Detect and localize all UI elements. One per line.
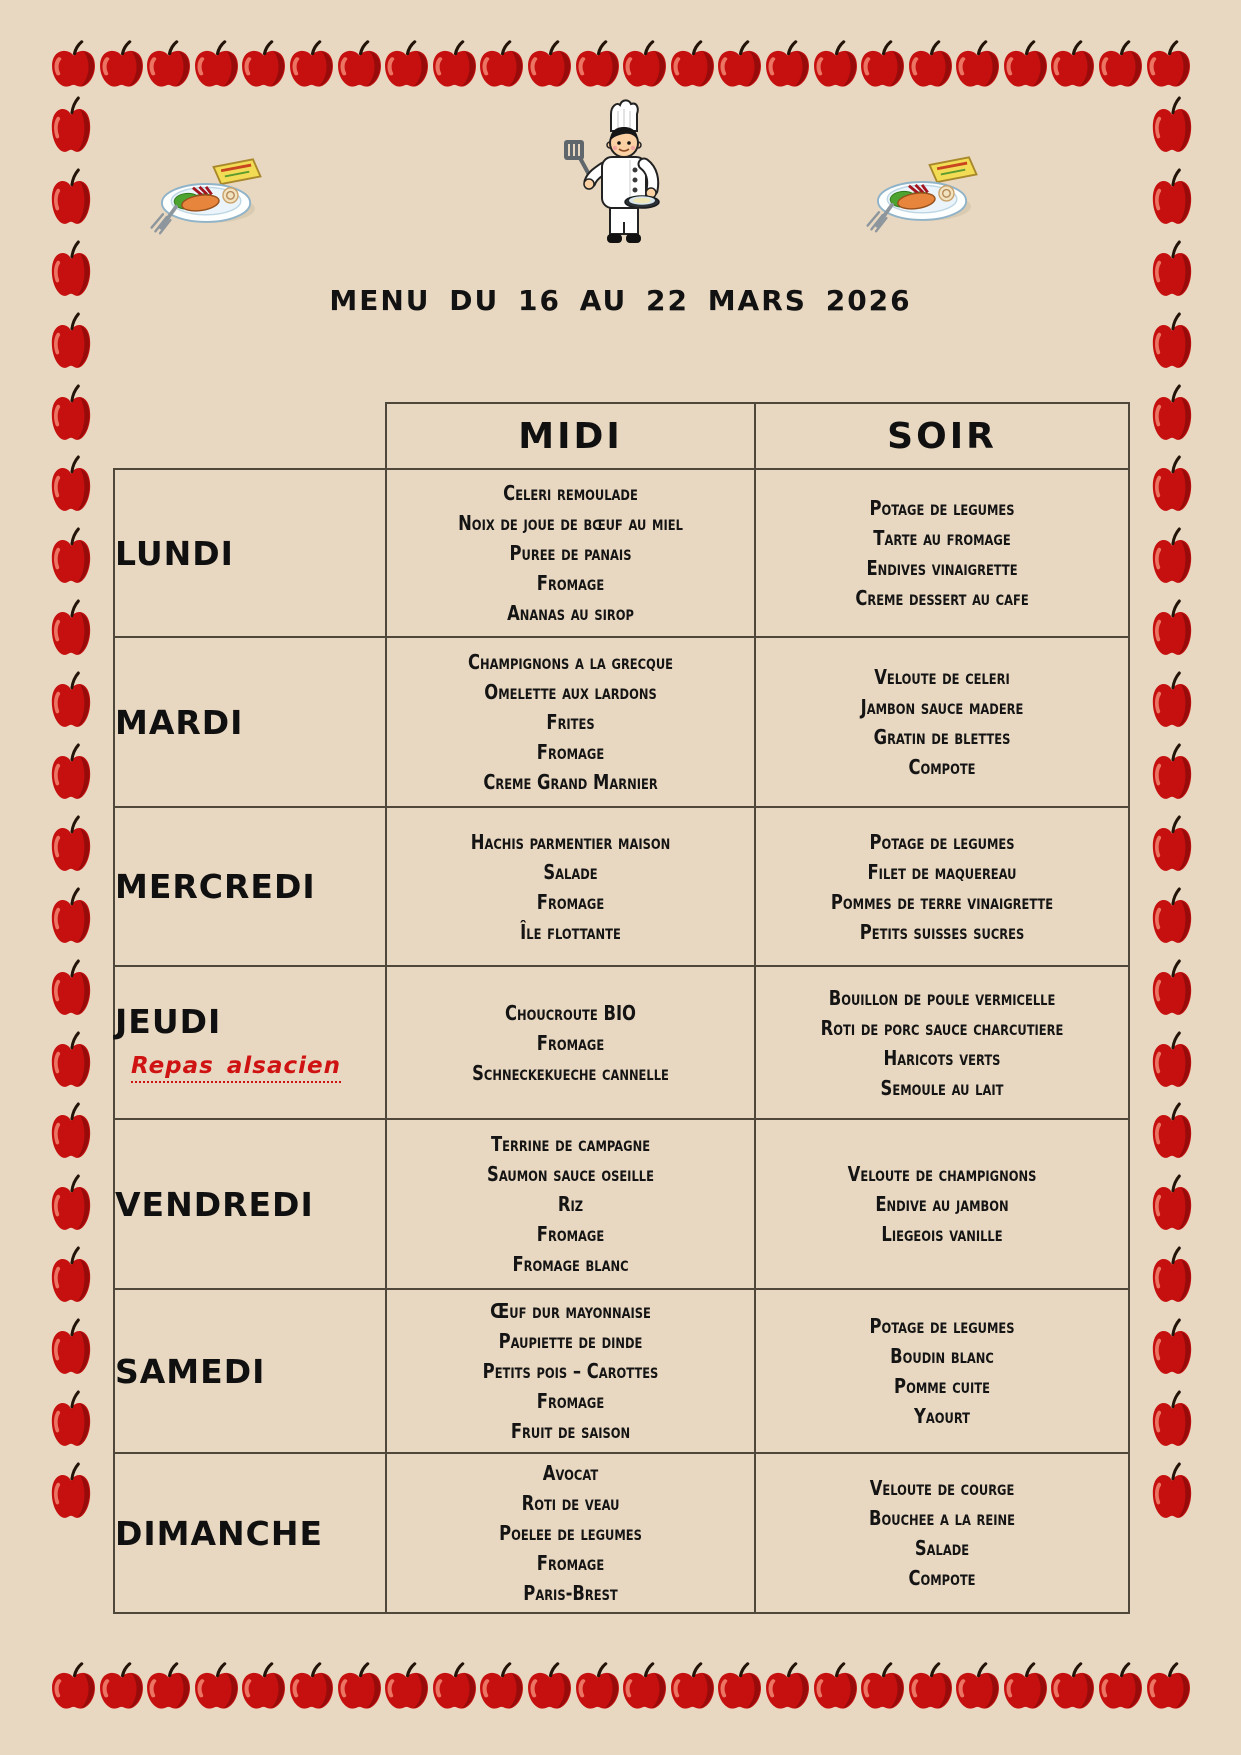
- apple-icon: [621, 40, 668, 90]
- apple-icon: [478, 1662, 525, 1712]
- lundi-soir-cell: [755, 469, 1129, 637]
- dish: Potage de legumes: [869, 829, 1015, 854]
- apple-icon: [193, 1662, 240, 1712]
- day-cell-mardi: [114, 637, 386, 807]
- dish: Bouchee a la reine: [869, 1506, 1015, 1530]
- apple-icon: [50, 1246, 92, 1306]
- apple-icon: [1151, 1102, 1193, 1162]
- dish: Filet de maquereau: [867, 859, 1017, 884]
- dish: Potage de legumes: [869, 496, 1015, 520]
- apple-icon: [1151, 671, 1193, 731]
- apple-icon: [50, 743, 92, 803]
- apple-icon: [50, 455, 92, 515]
- apple-icon: [383, 1662, 430, 1712]
- apple-icon: [50, 240, 92, 300]
- apple-icon: [907, 40, 954, 90]
- apple-icon: [50, 815, 92, 875]
- page-title: MENU DU 16 AU 22 MARS 2026: [329, 284, 912, 317]
- table-row-lundi: [114, 469, 1129, 637]
- dish: Petits suisses sucres: [859, 919, 1025, 944]
- day-note: Repas alsacien: [131, 1053, 341, 1083]
- dish: Gratin de blettes: [873, 725, 1011, 749]
- dish: Compote: [908, 1566, 976, 1590]
- apple-icon: [1145, 40, 1192, 90]
- table-row-mercredi: [114, 807, 1129, 966]
- day-name: SAMEDI: [115, 1351, 266, 1391]
- dish: Bouillon de poule vermicelle: [828, 985, 1056, 1010]
- apple-icon: [98, 40, 145, 90]
- dish: Creme Grand Marnier: [483, 770, 658, 794]
- dish: Veloute de celeri: [874, 665, 1010, 689]
- day-name: DIMANCHE: [115, 1513, 324, 1553]
- apple-icon: [1151, 312, 1193, 372]
- samedi-soir-cell: [755, 1289, 1129, 1453]
- table-row-dimanche: [114, 1453, 1129, 1613]
- mardi-soir-cell: [755, 637, 1129, 807]
- dish: Tarte au fromage: [873, 526, 1011, 550]
- apple-icon: [50, 1390, 92, 1450]
- dish: Veloute de champignons: [847, 1162, 1037, 1186]
- mardi-midi-cell: [386, 637, 755, 807]
- apple-icon: [478, 40, 525, 90]
- apple-icon: [240, 1662, 287, 1712]
- dish: Schneckekueche cannelle: [472, 1060, 669, 1085]
- apple-border-bottom: [50, 1662, 1192, 1714]
- apple-border-right: [1151, 96, 1193, 1522]
- table-header-row: [114, 403, 1129, 469]
- mercredi-soir-cell: [755, 807, 1129, 966]
- apple-icon: [764, 40, 811, 90]
- apple-icon: [526, 40, 573, 90]
- dish: Omelette aux lardons: [484, 680, 657, 704]
- dish: Paupiette de dinde: [498, 1329, 643, 1353]
- dish: Hachis parmentier maison: [470, 829, 671, 854]
- apple-icon: [1049, 1662, 1096, 1712]
- apple-icon: [859, 40, 906, 90]
- dimanche-soir-cell: [755, 1453, 1129, 1613]
- apple-icon: [50, 384, 92, 444]
- dish: Roti de veau: [521, 1491, 620, 1515]
- apple-icon: [1151, 455, 1193, 515]
- apple-icon: [1151, 527, 1193, 587]
- dish: Pommes de terre vinaigrette: [830, 889, 1054, 914]
- day-cell-dimanche: [114, 1453, 386, 1613]
- apple-icon: [383, 40, 430, 90]
- apple-icon: [98, 1662, 145, 1712]
- dish: Endives vinaigrette: [866, 556, 1018, 580]
- column-header-midi: MIDI: [386, 403, 755, 469]
- day-name: VENDREDI: [115, 1184, 314, 1224]
- apple-icon: [1151, 1462, 1193, 1522]
- apple-icon: [431, 1662, 478, 1712]
- apple-icon: [621, 1662, 668, 1712]
- apple-icon: [145, 1662, 192, 1712]
- lundi-midi-cell: [386, 469, 755, 637]
- dish: Salade: [914, 1536, 970, 1560]
- mercredi-midi-cell: [386, 807, 755, 966]
- dish: Salade: [543, 859, 598, 884]
- plate-icon: [146, 148, 268, 238]
- apple-icon: [50, 671, 92, 731]
- day-name: LUNDI: [115, 533, 234, 573]
- apple-icon: [1002, 40, 1049, 90]
- apple-icon: [50, 1174, 92, 1234]
- dish: Potage de legumes: [869, 1314, 1015, 1338]
- apple-icon: [50, 96, 92, 156]
- dish: Fromage: [536, 740, 605, 764]
- table-row-vendredi: [114, 1119, 1129, 1289]
- dish: Roti de porc sauce charcutiere: [820, 1015, 1064, 1040]
- apple-border-top: [50, 40, 1192, 92]
- dish: Compote: [908, 755, 976, 779]
- apple-icon: [1002, 1662, 1049, 1712]
- day-name: MERCREDI: [115, 867, 316, 906]
- apple-icon: [240, 40, 287, 90]
- table-row-samedi: [114, 1289, 1129, 1453]
- dish: Fromage blanc: [512, 1252, 629, 1276]
- apple-icon: [145, 40, 192, 90]
- dish: Endive au jambon: [875, 1192, 1009, 1216]
- apple-icon: [1151, 1318, 1193, 1378]
- apple-icon: [50, 599, 92, 659]
- dish: Terrine de campagne: [490, 1132, 651, 1156]
- table-row-mardi: [114, 637, 1129, 807]
- dish: Boudin blanc: [890, 1344, 994, 1368]
- apple-icon: [1145, 1662, 1192, 1712]
- dish: Semoule au lait: [880, 1075, 1004, 1100]
- chef-icon: [558, 98, 668, 250]
- dish: Fromage: [536, 1551, 605, 1575]
- apple-icon: [336, 1662, 383, 1712]
- dish: Fromage: [536, 889, 605, 914]
- dish: Riz: [557, 1192, 584, 1216]
- apple-icon: [1097, 40, 1144, 90]
- vendredi-soir-cell: [755, 1119, 1129, 1289]
- dish: Veloute de courge: [869, 1476, 1015, 1500]
- apple-icon: [954, 1662, 1001, 1712]
- dish: Petits pois – Carottes: [482, 1359, 659, 1383]
- apple-icon: [193, 40, 240, 90]
- apple-icon: [50, 1318, 92, 1378]
- apple-icon: [1151, 1174, 1193, 1234]
- apple-icon: [1151, 1390, 1193, 1450]
- jeudi-midi-cell: [386, 966, 755, 1119]
- day-name: MARDI: [115, 702, 244, 742]
- apple-icon: [431, 40, 478, 90]
- apple-icon: [50, 1462, 92, 1522]
- dish: Haricots verts: [883, 1045, 1001, 1070]
- apple-icon: [50, 1102, 92, 1162]
- plate-icon: [862, 146, 984, 236]
- apple-icon: [526, 1662, 573, 1712]
- apple-icon: [1097, 1662, 1144, 1712]
- apple-icon: [716, 40, 763, 90]
- column-header-soir: SOIR: [755, 403, 1129, 469]
- dish: Jambon sauce madere: [860, 695, 1024, 719]
- apple-icon: [1049, 40, 1096, 90]
- apple-icon: [812, 1662, 859, 1712]
- apple-icon: [764, 1662, 811, 1712]
- dish: Fruit de saison: [510, 1419, 631, 1443]
- dish: Choucroute BIO: [504, 1000, 636, 1025]
- dish: Champignons a la grecque: [468, 650, 673, 674]
- table-row-jeudi: [114, 966, 1129, 1119]
- day-name: JEUDI: [115, 1002, 222, 1041]
- apple-icon: [288, 40, 335, 90]
- day-cell-vendredi: [114, 1119, 386, 1289]
- dish: Fromage: [536, 1222, 605, 1246]
- apple-icon: [50, 887, 92, 947]
- apple-icon: [1151, 96, 1193, 156]
- day-cell-mercredi: [114, 807, 386, 966]
- samedi-midi-cell: [386, 1289, 755, 1453]
- day-cell-jeudi: [114, 966, 386, 1119]
- dish: Noix de joue de bœuf au miel: [458, 511, 683, 535]
- dimanche-midi-cell: [386, 1453, 755, 1613]
- apple-icon: [288, 1662, 335, 1712]
- apple-icon: [907, 1662, 954, 1712]
- vendredi-midi-cell: [386, 1119, 755, 1289]
- day-cell-samedi: [114, 1289, 386, 1453]
- apple-icon: [50, 1031, 92, 1091]
- apple-icon: [669, 40, 716, 90]
- dish: Fromage: [536, 1389, 605, 1413]
- jeudi-soir-cell: [755, 966, 1129, 1119]
- apple-icon: [1151, 959, 1193, 1019]
- apple-icon: [1151, 1031, 1193, 1091]
- apple-icon: [1151, 599, 1193, 659]
- apple-icon: [716, 1662, 763, 1712]
- dish: Fromage: [536, 1030, 605, 1055]
- apple-icon: [859, 1662, 906, 1712]
- apple-icon: [1151, 384, 1193, 444]
- dish: Creme dessert au cafe: [855, 586, 1029, 610]
- dish: Avocat: [542, 1461, 599, 1485]
- menu-table-body: [114, 469, 1129, 1613]
- apple-icon: [1151, 240, 1193, 300]
- day-cell-lundi: [114, 469, 386, 637]
- menu-table: [113, 402, 1130, 1614]
- apple-icon: [1151, 1246, 1193, 1306]
- apple-icon: [574, 40, 621, 90]
- dish: Fromage: [536, 571, 605, 595]
- apple-icon: [669, 1662, 716, 1712]
- apple-icon: [50, 527, 92, 587]
- apple-icon: [1151, 743, 1193, 803]
- apple-border-left: [50, 96, 92, 1522]
- dish: Puree de panais: [509, 541, 632, 565]
- apple-icon: [50, 168, 92, 228]
- apple-icon: [1151, 887, 1193, 947]
- dish: Île flottante: [520, 919, 621, 944]
- dish: Œuf dur mayonnaise: [490, 1299, 651, 1323]
- dish: Saumon sauce oseille: [487, 1162, 654, 1186]
- dish: Yaourt: [913, 1404, 970, 1428]
- dish: Paris-Brest: [523, 1581, 618, 1605]
- apple-icon: [574, 1662, 621, 1712]
- apple-icon: [50, 959, 92, 1019]
- apple-icon: [336, 40, 383, 90]
- apple-icon: [50, 40, 97, 90]
- apple-icon: [50, 1662, 97, 1712]
- apple-icon: [1151, 815, 1193, 875]
- dish: Liegeois vanille: [881, 1222, 1003, 1246]
- empty-corner-cell: [114, 403, 386, 469]
- dish: Frites: [546, 710, 595, 734]
- dish: Ananas au sirop: [507, 601, 634, 625]
- dish: Poelee de legumes: [499, 1521, 642, 1545]
- apple-icon: [50, 312, 92, 372]
- dish: Pomme cuite: [894, 1374, 990, 1398]
- dish: Celeri remoulade: [503, 481, 638, 505]
- apple-icon: [812, 40, 859, 90]
- apple-icon: [1151, 168, 1193, 228]
- apple-icon: [954, 40, 1001, 90]
